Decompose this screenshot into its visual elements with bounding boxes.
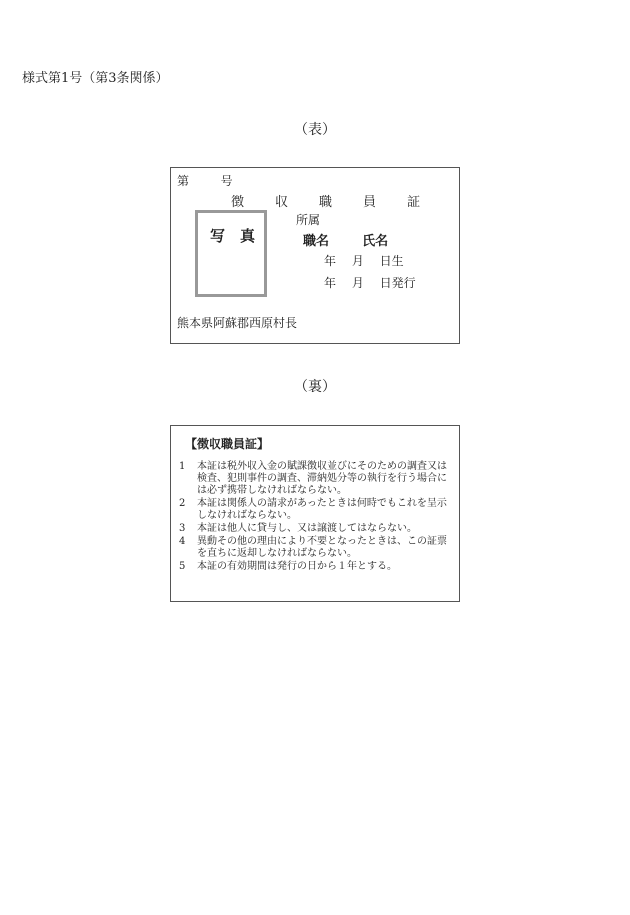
note-text: 本証は税外収入金の賦課徴収並びにそのための調査又は検査、犯則事件の調査、滞納処分等の執行を行う場合には必ず携帯しなければならない。 <box>197 461 447 496</box>
issuer-name: 熊本県阿蘇郡西原村長 <box>177 316 298 330</box>
front-side-label: （表） <box>294 122 336 138</box>
number-prefix: 第 <box>177 174 190 188</box>
card-title-char: 徴 <box>231 195 245 210</box>
note-number: 1 <box>179 461 186 472</box>
card-title <box>231 191 420 210</box>
back-side-label: （裏） <box>294 379 336 395</box>
notes-list <box>179 461 449 574</box>
card-title-char: 職 <box>319 195 333 210</box>
note-text: 本証の有効期間は発行の日から１年とする。 <box>197 561 397 572</box>
id-card-front <box>170 167 460 344</box>
card-title-char: 証 <box>407 195 421 210</box>
photo-area <box>195 210 267 297</box>
list-item <box>179 498 449 522</box>
list-item <box>179 523 449 535</box>
name-label: 氏名 <box>362 234 389 249</box>
form-label: 様式第1号（第3条関係） <box>22 71 169 86</box>
note-number: 3 <box>179 523 186 534</box>
list-item <box>179 536 449 560</box>
note-number: 5 <box>179 561 186 572</box>
birth-date-line: 年 月 日生 <box>324 254 404 268</box>
department-label: 所属 <box>296 213 321 227</box>
note-number: 2 <box>179 498 186 509</box>
note-text: 異動その他の理由により不要となったときは、この証票を直ちに返却しなければならない。 <box>197 536 447 559</box>
note-text: 本証は他人に貸与し、又は譲渡してはならない。 <box>197 523 417 534</box>
card-title-char: 収 <box>275 195 289 210</box>
back-title: 【徴収職員証】 <box>185 437 270 451</box>
note-text: 本証は関係人の請求があったときは何時でもこれを呈示しなければならない。 <box>197 498 447 521</box>
id-card-back <box>170 425 460 602</box>
post-label: 職名 <box>303 234 330 249</box>
issue-date-line: 年 月 日発行 <box>324 276 416 290</box>
number-suffix: 号 <box>220 174 233 188</box>
note-number: 4 <box>179 536 186 547</box>
list-item <box>179 461 449 497</box>
post-name-line <box>303 230 388 249</box>
card-title-char: 員 <box>363 195 377 210</box>
card-number-line <box>177 172 233 189</box>
list-item <box>179 561 449 573</box>
photo-label: 写 真 <box>210 227 256 245</box>
